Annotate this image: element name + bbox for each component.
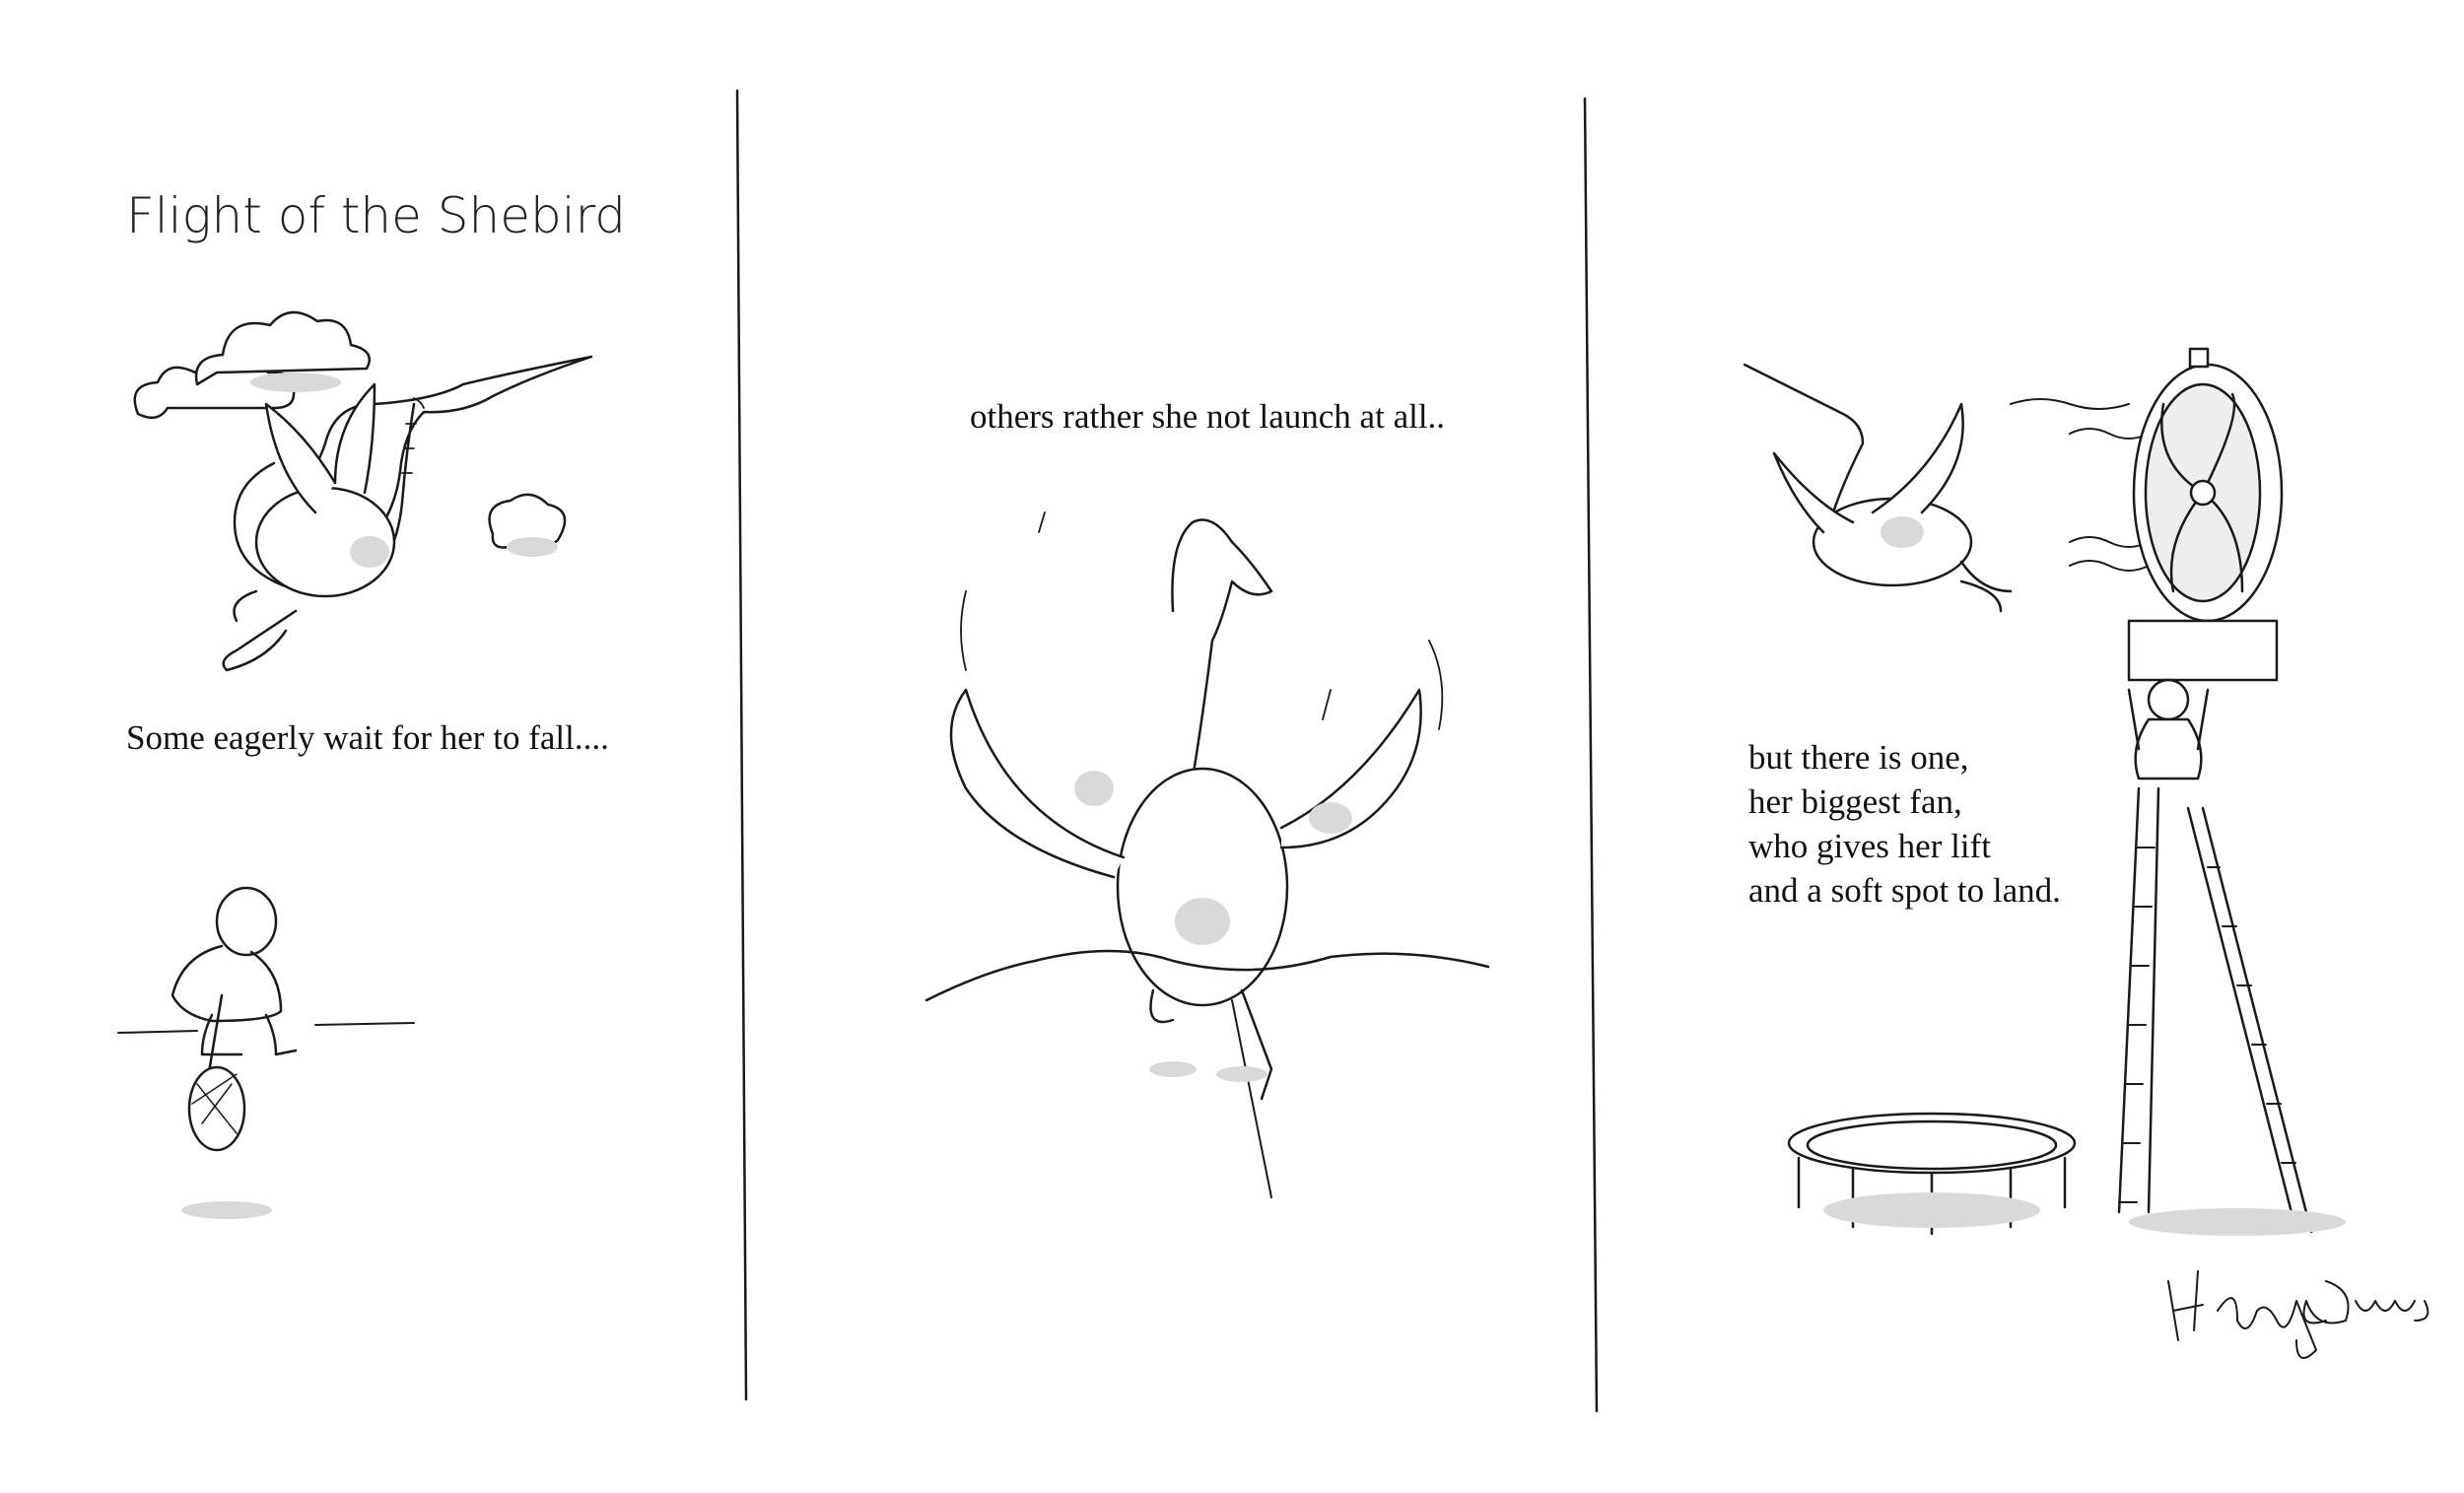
panel-divider-right bbox=[1585, 99, 1597, 1411]
panel3-caption-line: and a soft spot to land. bbox=[1748, 871, 2061, 910]
panel3-caption-line: who gives her lift bbox=[1748, 827, 1991, 865]
panel2-caption: others rather she not launch at all.. bbox=[970, 397, 1446, 436]
panel3-caption bbox=[1748, 735, 2061, 913]
panel1-caption: Some eagerly wait for her to fall.... bbox=[126, 718, 609, 757]
cloud-icon bbox=[135, 312, 370, 418]
cloud-icon bbox=[490, 495, 565, 557]
panel3-caption-line: her biggest fan, bbox=[1748, 782, 1962, 821]
panel3-caption-line: but there is one, bbox=[1748, 738, 1969, 777]
ladder-icon bbox=[2119, 788, 2346, 1236]
comic-title: Flight of the Shebird bbox=[126, 187, 627, 244]
bird-icon bbox=[1745, 365, 2011, 611]
panel-divider-left bbox=[737, 91, 746, 1399]
kid-with-net bbox=[118, 888, 414, 1219]
signature-icon bbox=[2168, 1271, 2428, 1358]
fan-icon bbox=[2129, 349, 2282, 680]
trampoline-icon bbox=[1789, 1114, 2075, 1234]
fan-holder-person bbox=[2129, 680, 2208, 779]
bird-icon bbox=[926, 512, 1488, 1197]
